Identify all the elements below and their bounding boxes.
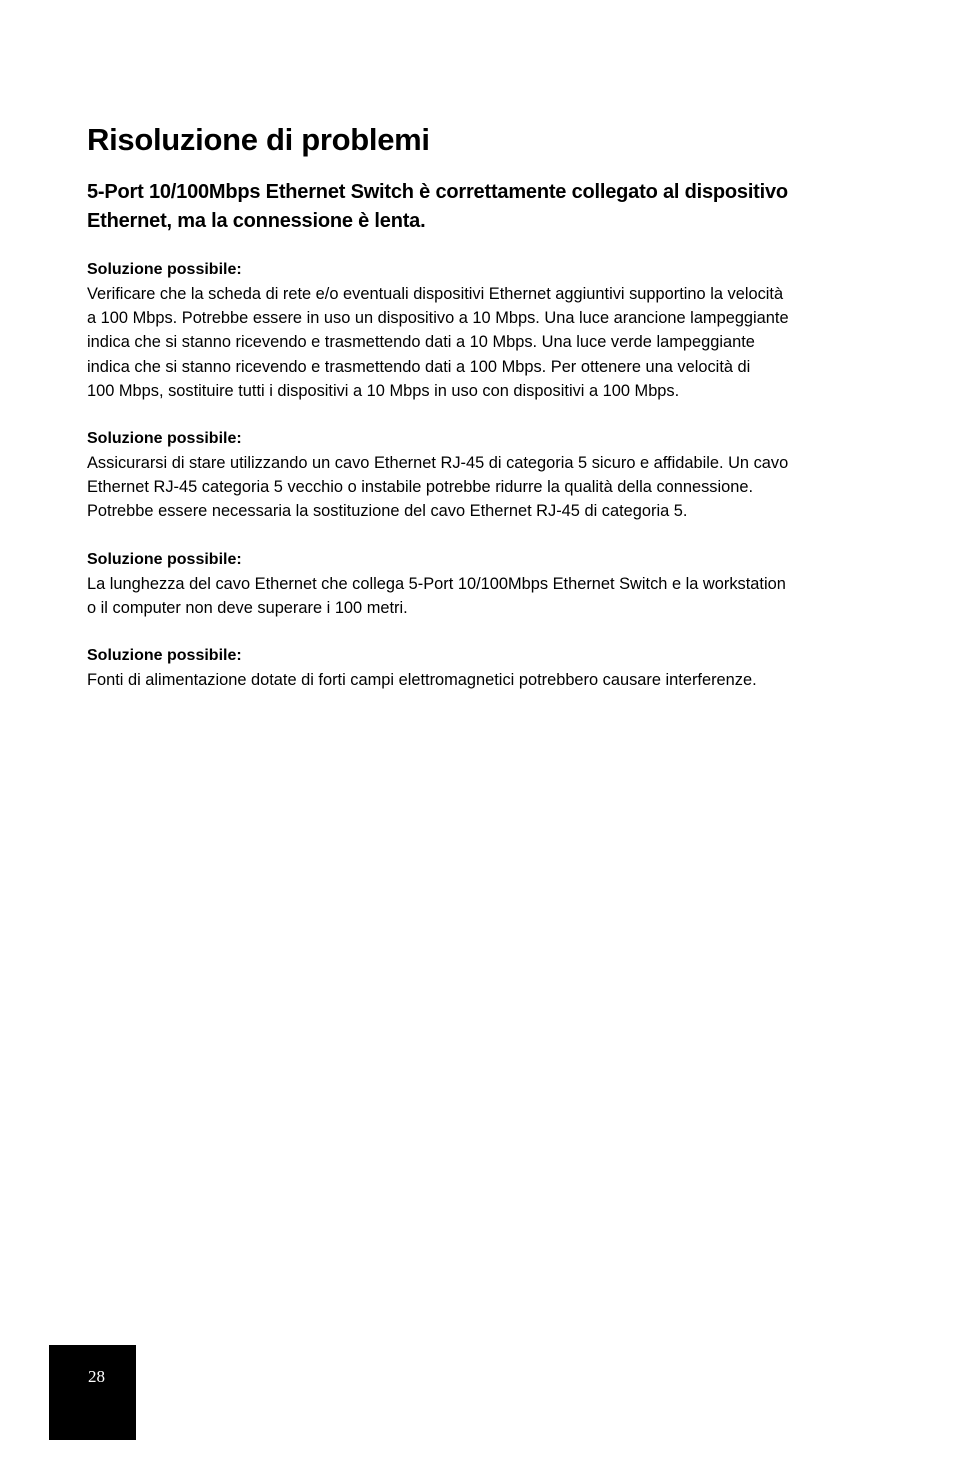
- solution-label: Soluzione possibile:: [87, 430, 242, 448]
- solution-text: Fonti di alimentazione dotate di forti campi elettromagnetici potrebbero causare interferenze.: [87, 671, 757, 690]
- solution-text: Assicurarsi di stare utilizzando un cavo Ethernet RJ-45 di categoria 5 sicuro e affidabile. Un cavo Ethernet RJ-45 categoria 5 vecchio o instabile potrebbe ridurre la qualità della connessione. Potrebbe essere necessaria la sostituzione del cavo Ethernet RJ-45 di categoria 5.: [87, 454, 789, 521]
- solution-block: [87, 644, 877, 692]
- solution-label: Soluzione possibile:: [87, 261, 242, 278]
- solution-text: La lunghezza del cavo Ethernet che collega 5-Port 10/100Mbps Ethernet Switch e la workstation o il computer non deve superare i 100 metri.: [87, 574, 786, 617]
- solution-block: [87, 258, 877, 403]
- page-content: [87, 118, 877, 692]
- page-number-tab: [49, 1345, 136, 1440]
- solution-label: Soluzione possibile:: [87, 647, 242, 665]
- page-number: 28: [88, 1367, 105, 1386]
- solution-block: [87, 548, 877, 620]
- problem-heading: 5-Port 10/100Mbps Ethernet Switch è correttamente collegato al dispositivo Ethernet, ma la connessione è lenta.: [87, 181, 788, 232]
- page-title: Risoluzione di problemi: [87, 122, 430, 157]
- solution-block: [87, 427, 877, 524]
- solution-text: Verificare che la scheda di rete e/o eventuali dispositivi Ethernet aggiuntivi supportino la velocità a 100 Mbps. Potrebbe essere in uso un dispositivo a 10 Mbps. Una luce arancione lampeggiante indica che si stanno ricevendo e trasmettendo dati a 10 Mbps. Una luce verde lampeggiante indica che si stanno ricevendo e trasmettendo dati a 100 Mbps. Per ottenere una velocità di 100 Mbps, sostituire tutti i dispositivi a 10 Mbps in uso con dispositivi a 100 Mbps.: [87, 285, 789, 400]
- solution-label: Soluzione possibile:: [87, 550, 242, 568]
